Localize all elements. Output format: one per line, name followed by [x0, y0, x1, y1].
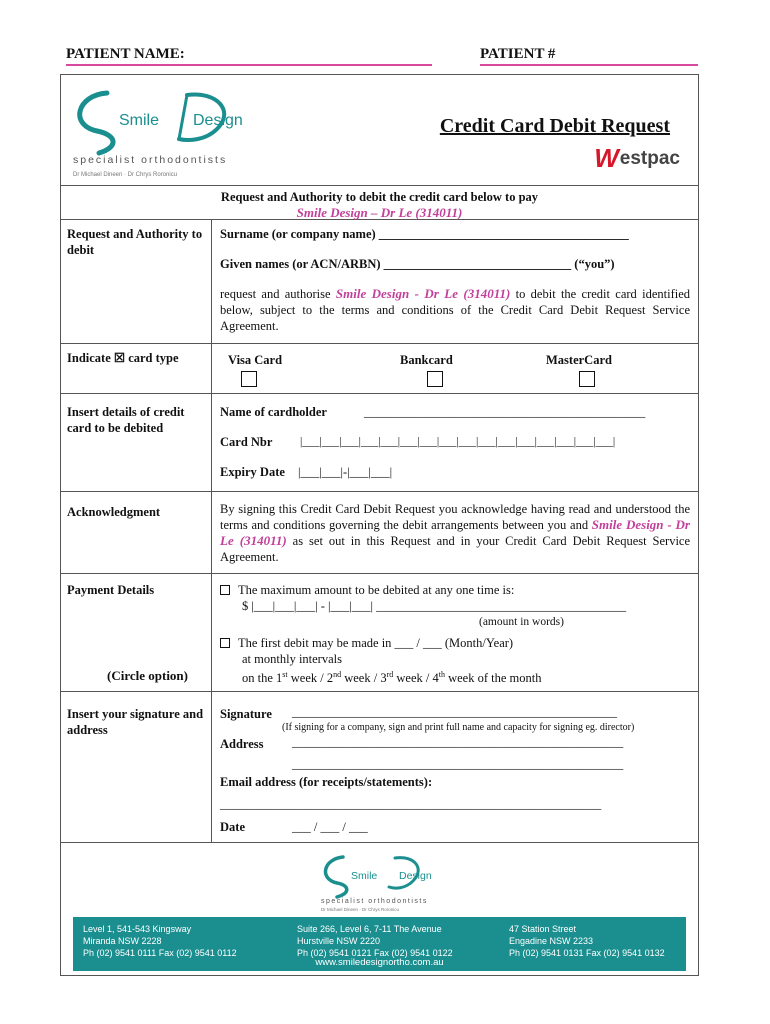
logo-swoosh-icon	[67, 81, 257, 179]
mastercard-checkbox[interactable]	[579, 371, 595, 391]
first-debit-checkbox[interactable]	[220, 638, 230, 648]
ack-text-pre: By signing this Credit Card Debit Request you acknowledge having read and understood the terms and conditions governing the debit arrangements between you and	[220, 502, 690, 532]
cardholder-field[interactable]: _____________________________________________	[364, 405, 646, 419]
logo-tagline: specialist orthodontists	[73, 154, 228, 166]
payment-row	[61, 574, 698, 692]
westpac-wordmark: estpac	[619, 147, 680, 169]
signature-label: Insert your signature and address	[61, 692, 212, 842]
email-field[interactable]: _____________________________________________________________	[220, 797, 602, 811]
circle-option-label: (Circle option)	[107, 668, 188, 683]
email-label: Email address (for receipts/statements):	[220, 775, 433, 789]
bankcard-checkbox[interactable]	[427, 371, 443, 391]
svg-text:Design: Design	[399, 870, 432, 882]
payment-content	[212, 574, 698, 691]
authority-content	[212, 220, 698, 343]
payment-label: Payment Details	[67, 583, 155, 597]
authority-paragraph	[220, 286, 690, 334]
first-debit-text: The first debit may be made in ___ / ___ (Month/Year)	[238, 636, 514, 650]
address-field-2[interactable]: _____________________________________________________	[292, 757, 624, 771]
week-options[interactable]: on the 1st week / 2nd week / 3rd week / 4th week of the month	[242, 670, 542, 686]
payment-label-cell	[61, 574, 212, 691]
form-frame	[60, 74, 699, 976]
footer-miranda: Level 1, 541-543 Kingsway Miranda NSW 2228 Ph (02) 9541 0111 Fax (02) 9541 0112	[83, 924, 237, 958]
card-details-content	[212, 394, 698, 491]
footer	[61, 843, 698, 977]
acknowledgment-row	[61, 492, 698, 574]
authority-row	[61, 220, 698, 344]
patient-name-field[interactable]: PATIENT NAME:	[66, 46, 432, 66]
monthly-intervals-text: at monthly intervals	[242, 652, 342, 666]
bankcard-label: Bankcard	[400, 353, 453, 367]
date-label: Date	[220, 820, 245, 834]
acknowledgment-label: Acknowledgment	[61, 492, 212, 573]
ack-text-post: as set out in this Request and in your Credit Card Debit Request Service Agreement.	[220, 534, 691, 564]
amount-field[interactable]: $ |___|___|___| - |___|___| ________________________________________	[242, 599, 627, 613]
max-amount-text: The maximum amount to be debited at any one time is:	[238, 583, 515, 597]
date-field[interactable]: ___ / ___ / ___	[292, 820, 368, 834]
patient-header	[66, 46, 698, 68]
footer-logo	[317, 849, 437, 917]
authority-text-post: to debit the credit card identified below, subject to the terms and conditions of the Credit Card Debit Request Service Agreement.	[220, 287, 691, 333]
card-type-options	[212, 344, 698, 393]
ack-payee: Smile Design - Dr Le (314011)	[220, 517, 690, 548]
logo-doctors: Dr Michael Dineen · Dr Chrys Roronicu	[73, 172, 178, 178]
card-number-label: Card Nbr	[220, 435, 273, 449]
patient-number-field[interactable]: PATIENT #	[480, 46, 698, 66]
svg-text:Dr Michael Dineen · Dr Chrys: Dr Michael Dineen · Dr Chrys Roronicu	[321, 907, 400, 912]
svg-text:specialist orthodontists: specialist orthodontists	[321, 898, 428, 905]
payee-name: Smile Design – Dr Le (314011)	[296, 205, 463, 220]
svg-text:Smile: Smile	[351, 870, 378, 882]
footer-contact-bar	[73, 917, 686, 971]
signature-content	[212, 692, 698, 842]
footer-engadine: 47 Station Street Engadine NSW 2233 Ph (02) 9541 0131 Fax (02) 9541 0132	[509, 924, 665, 958]
form-header	[61, 75, 698, 186]
authority-payee: Smile Design - Dr Le (314011)	[335, 286, 511, 301]
signature-note: (If signing for a company, sign and print full name and capacity for signing eg. director)	[282, 722, 635, 733]
surname-field[interactable]: Surname (or company name) ________________________________________	[220, 227, 629, 241]
logo-text-left: Smile	[119, 112, 160, 129]
max-amount-checkbox[interactable]	[220, 585, 230, 595]
mastercard-label: MasterCard	[546, 353, 612, 367]
signature-row	[61, 692, 698, 843]
card-type-label: Indicate ☒ card type	[61, 344, 212, 393]
given-names-field[interactable]: Given names (or ACN/ARBN) ______________________________ (“you”)	[220, 257, 615, 271]
expiry-label: Expiry Date	[220, 465, 285, 479]
authority-text-pre: request and authorise	[220, 287, 336, 301]
footer-logo-swoosh-icon	[317, 849, 437, 913]
amount-in-words-label: (amount in words)	[479, 616, 564, 628]
card-number-field[interactable]: |___|___|___|___|___|___|___|___|___|___|___|___|___|___|___|___|	[300, 436, 616, 448]
address-field-1[interactable]: _____________________________________________________	[292, 735, 624, 749]
westpac-logo	[594, 143, 680, 174]
smile-design-logo	[67, 81, 257, 183]
signature-field[interactable]: ____________________________________________________	[292, 705, 617, 719]
request-heading	[61, 186, 698, 220]
form-title: Credit Card Debit Request	[439, 115, 670, 137]
request-line: Request and Authority to debit the credit card below to pay	[220, 190, 539, 204]
card-details-row	[61, 394, 698, 492]
expiry-field[interactable]: |___|___|-|___|___|	[298, 465, 393, 479]
signature-field-label: Signature	[220, 707, 272, 721]
logo-text-right: Design	[193, 112, 243, 129]
first-debit-option[interactable]	[220, 635, 513, 651]
max-amount-option[interactable]	[220, 582, 514, 598]
visa-label: Visa Card	[228, 353, 283, 367]
cardholder-label: Name of cardholder	[220, 405, 327, 419]
address-label: Address	[220, 737, 264, 751]
westpac-w-mark: W	[594, 143, 616, 173]
card-type-row	[61, 344, 698, 394]
acknowledgment-text	[212, 492, 698, 573]
footer-hurstville: Suite 266, Level 6, 7-11 The Avenue Hurstville NSW 2220 Ph (02) 9541 0121 Fax (02) 9541 0122	[297, 924, 453, 958]
footer-website-link[interactable]: www.smiledesignortho.com.au	[315, 957, 444, 968]
visa-checkbox[interactable]	[241, 371, 257, 391]
card-details-label: Insert details of credit card to be debited	[61, 394, 212, 491]
authority-label: Request and Authority to debit	[61, 220, 212, 343]
